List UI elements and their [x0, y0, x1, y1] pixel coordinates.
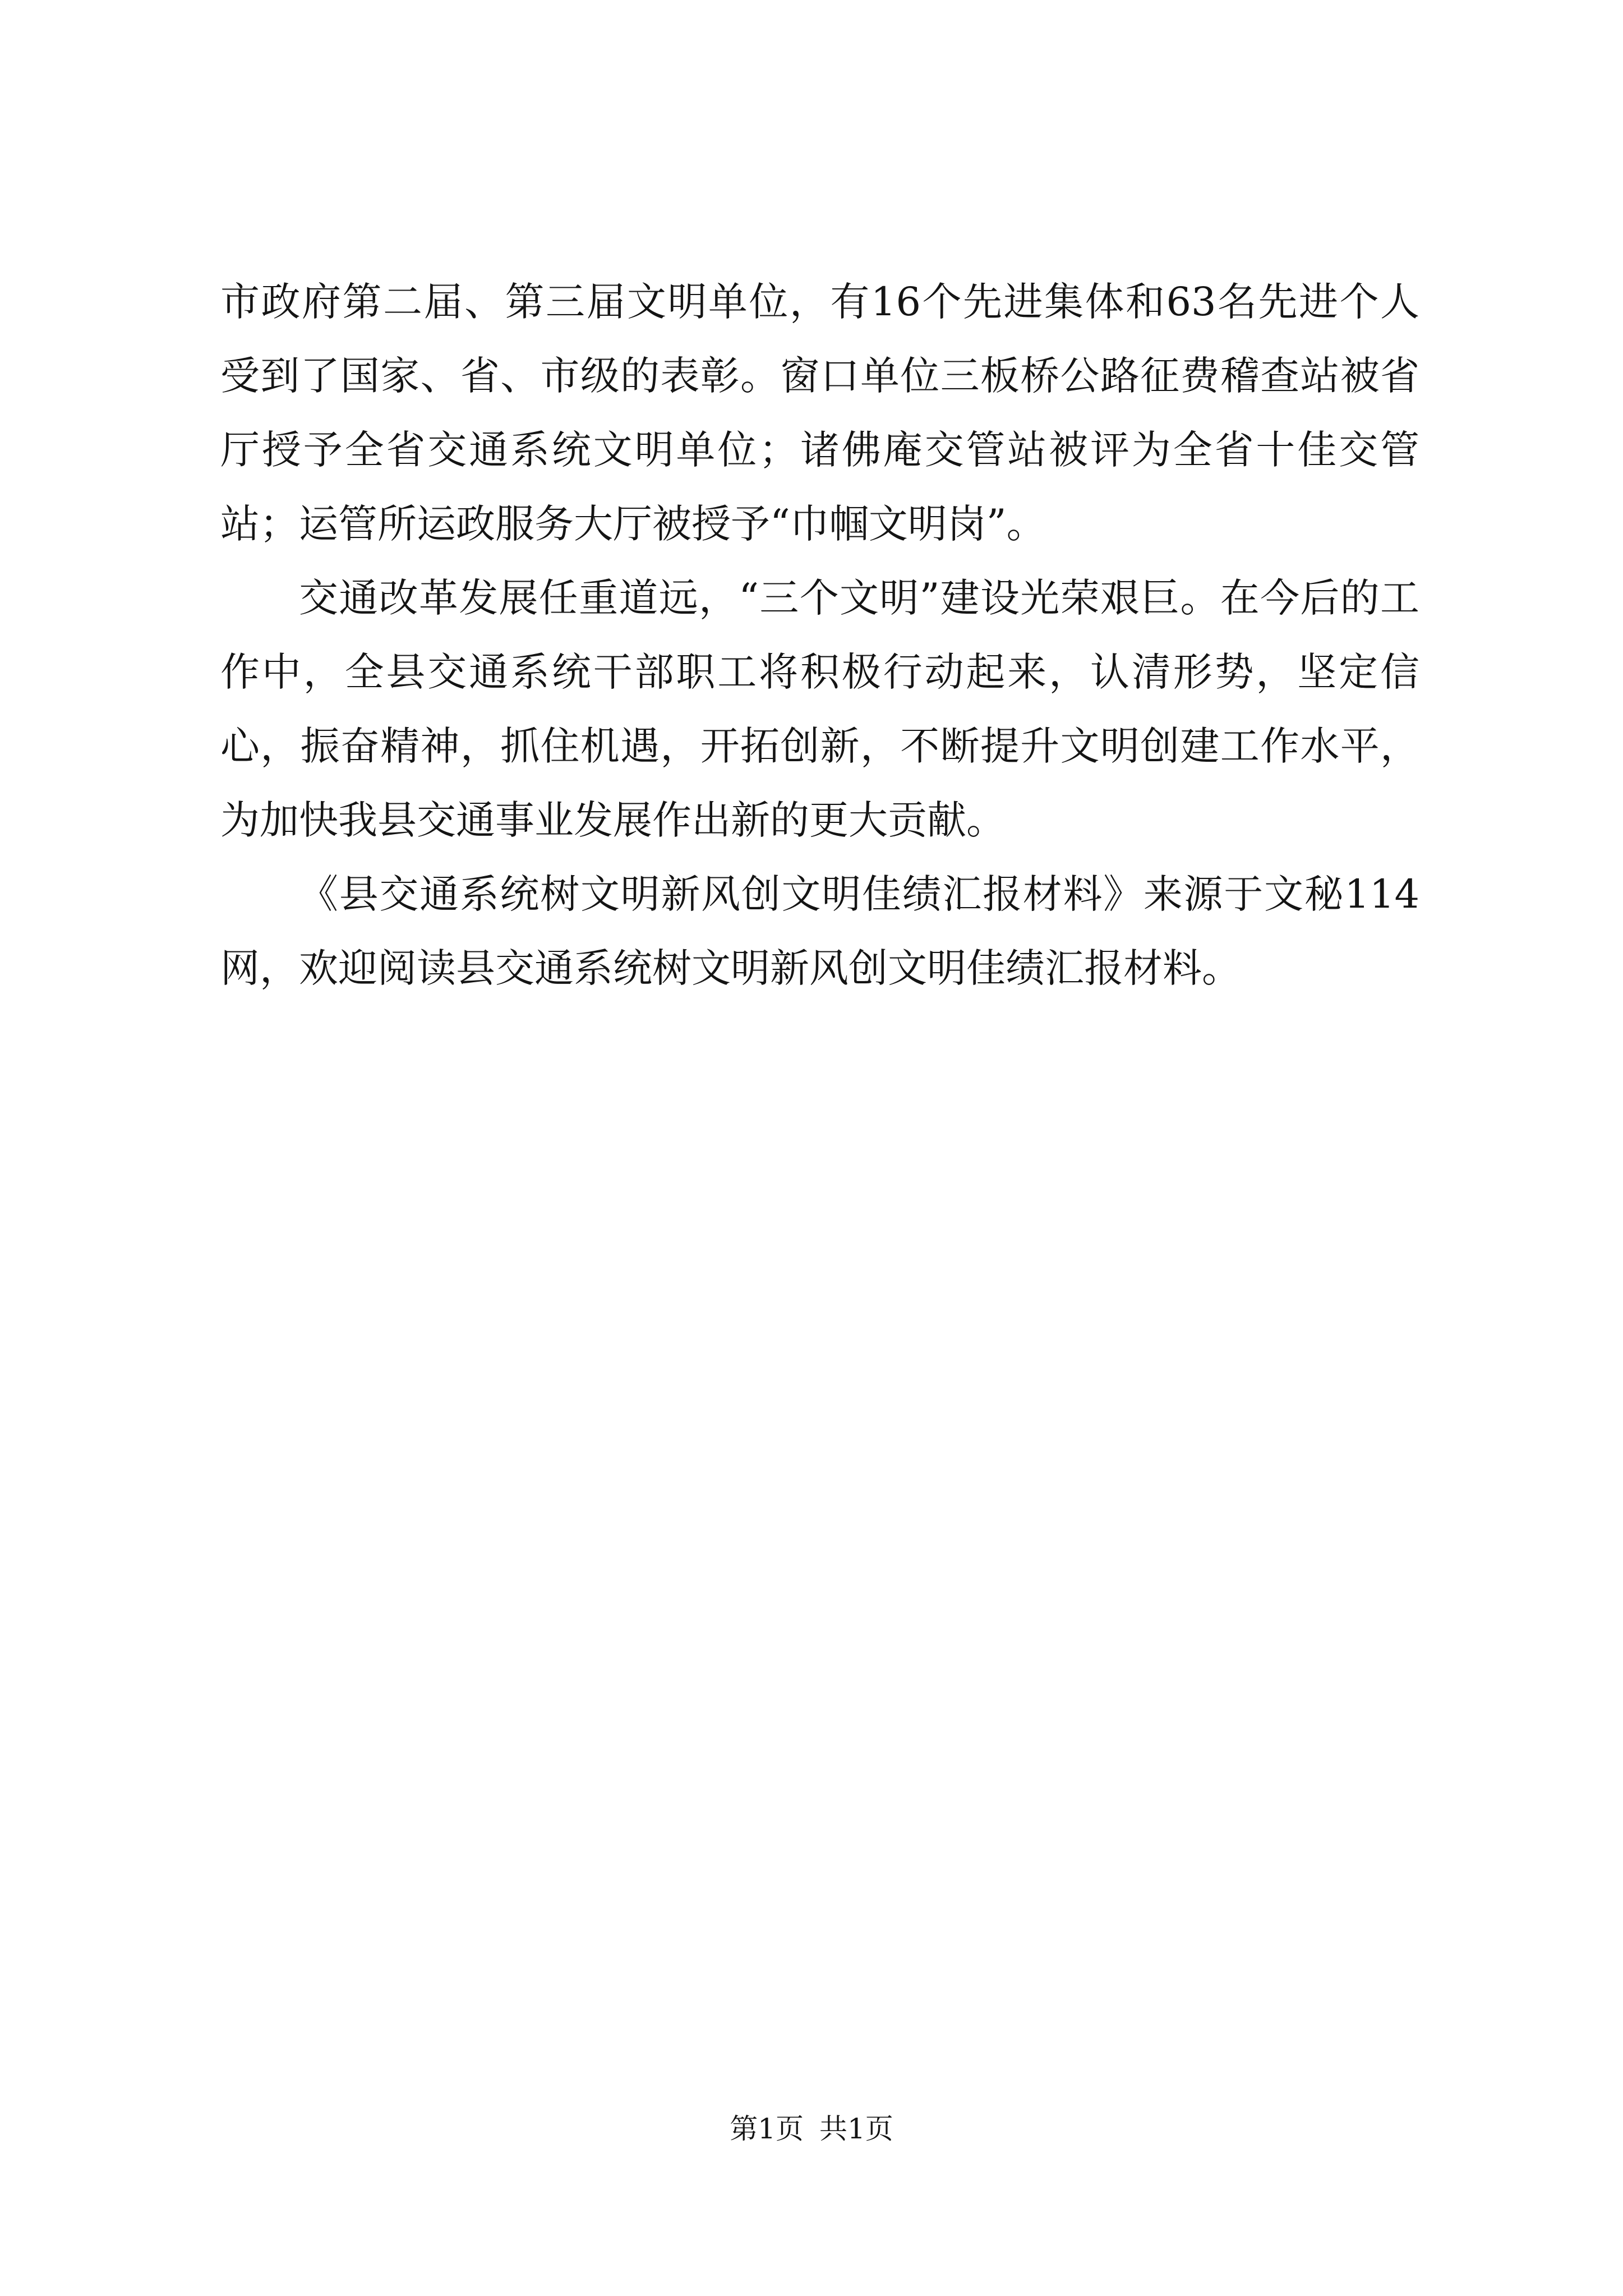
paragraph-3: 《县交通系统树文明新风创文明佳绩汇报材料》来源于文秘114网，欢迎阅读县交通系统树文明新风创文明佳绩汇报材料。 [220, 871, 1419, 991]
page-number: 第1页 [730, 2113, 804, 2145]
page-footer [0, 2109, 1623, 2148]
page-total: 共1页 [819, 2113, 893, 2145]
document-body [220, 265, 1419, 1005]
paragraph-2: 交通改革发展任重道远，“三个文明”建设光荣艰巨。在今后的工作中，全县交通系统干部职工将积极行动起来，认清形势，坚定信心，振奋精神，抓住机遇，开拓创新，不断提升文明创建工作水平，为加快我县交通事业发展作出新的更大贡献。 [220, 575, 1419, 843]
paragraph-1: 市政府第二届、第三届文明单位，有16个先进集体和63名先进个人受到了国家、省、市级的表彰。窗口单位三板桥公路征费稽查站被省厅授予全省交通系统文明单位；诸佛庵交管站被评为全省十佳交管站；运管所运政服务大厅被授予“巾帼文明岗”。 [220, 279, 1419, 547]
